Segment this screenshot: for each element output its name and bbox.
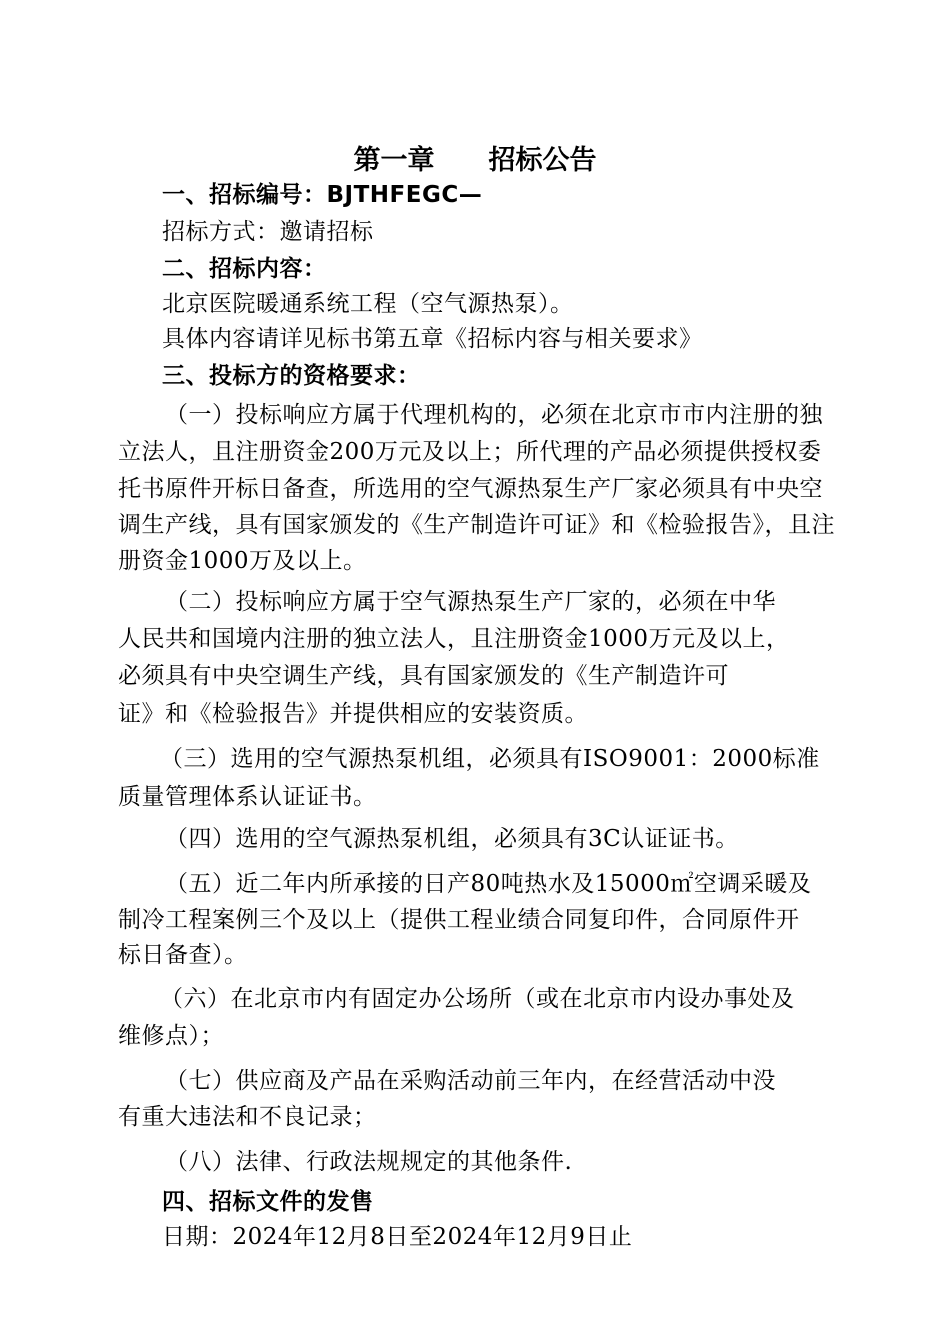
qualification-2-line-2: 人民共和国境内注册的独立法人，且注册资金1000万元及以上， [118,626,790,652]
sale-date-line: 日期：2024年12月8日至2024年12月9日止 [162,1224,633,1250]
project-name-line: 北京医院暖通系统工程（空气源热泵）。 [162,291,574,317]
qualification-7-line-2: 有重大违法和不良记录； [118,1104,377,1130]
qualification-1-line-5: 册资金1000万及以上。 [118,548,367,574]
qualification-1-line-1: （一）投标响应方属于代理机构的，必须在北京市市内注册的独 [165,402,823,428]
qualification-8-line-1: （八）法律、行政法规规定的其他条件. [165,1149,573,1175]
qualification-2-line-4: 证》和《检验报告》并提供相应的安装资质。 [118,701,588,727]
qualification-1-line-2: 立法人，且注册资金200万元及以上；所代理的产品必须提供授权委 [118,439,822,465]
bid-method-line: 招标方式：邀请招标 [162,219,374,245]
qualification-6-line-2: 维修点）； [118,1023,224,1049]
qualification-2-line-3: 必须具有中央空调生产线，具有国家颁发的《生产制造许可 [118,663,729,689]
qualification-6-line-1: （六）在北京市内有固定办公场所（或在北京市内设办事处及 [160,986,795,1012]
qualification-2-line-1: （二）投标响应方属于空气源热泵生产厂家的，必须在中华 [165,589,776,615]
chapter-title: 第一章 招标公告 [353,145,597,176]
qualification-5-line-2: 制冷工程案例三个及以上（提供工程业绩合同复印件，合同原件开 [118,907,800,933]
content-reference-line: 具体内容请详见标书第五章《招标内容与相关要求》 [162,326,703,352]
section-heading-qualifications: 三、投标方的资格要求： [162,363,421,389]
section-heading-bid-number: 一、招标编号：BJTHFEGC— [162,182,483,208]
qualification-1-line-3: 托书原件开标日备查，所选用的空气源热泵生产厂家必须具有中央空 [118,476,823,502]
section-heading-bid-content: 二、招标内容： [162,256,327,282]
section-heading-document-sale: 四、招标文件的发售 [162,1189,374,1215]
qualification-3-line-2: 质量管理体系认证证书。 [118,784,377,810]
qualification-5-line-1: （五）近二年内所承接的日产80吨热水及15000㎡空调采暖及 [165,871,812,897]
qualification-3-line-1: （三）选用的空气源热泵机组，必须具有ISO9001：2000标准 [160,746,820,772]
qualification-1-line-4: 调生产线，具有国家颁发的《生产制造许可证》和《检验报告》，且注 [118,512,835,538]
qualification-5-line-3: 标日备查）。 [118,942,248,968]
qualification-4-line-1: （四）选用的空气源热泵机组，必须具有3C认证证书。 [165,826,739,852]
qualification-7-line-1: （七）供应商及产品在采购活动前三年内，在经营活动中没 [165,1068,776,1094]
